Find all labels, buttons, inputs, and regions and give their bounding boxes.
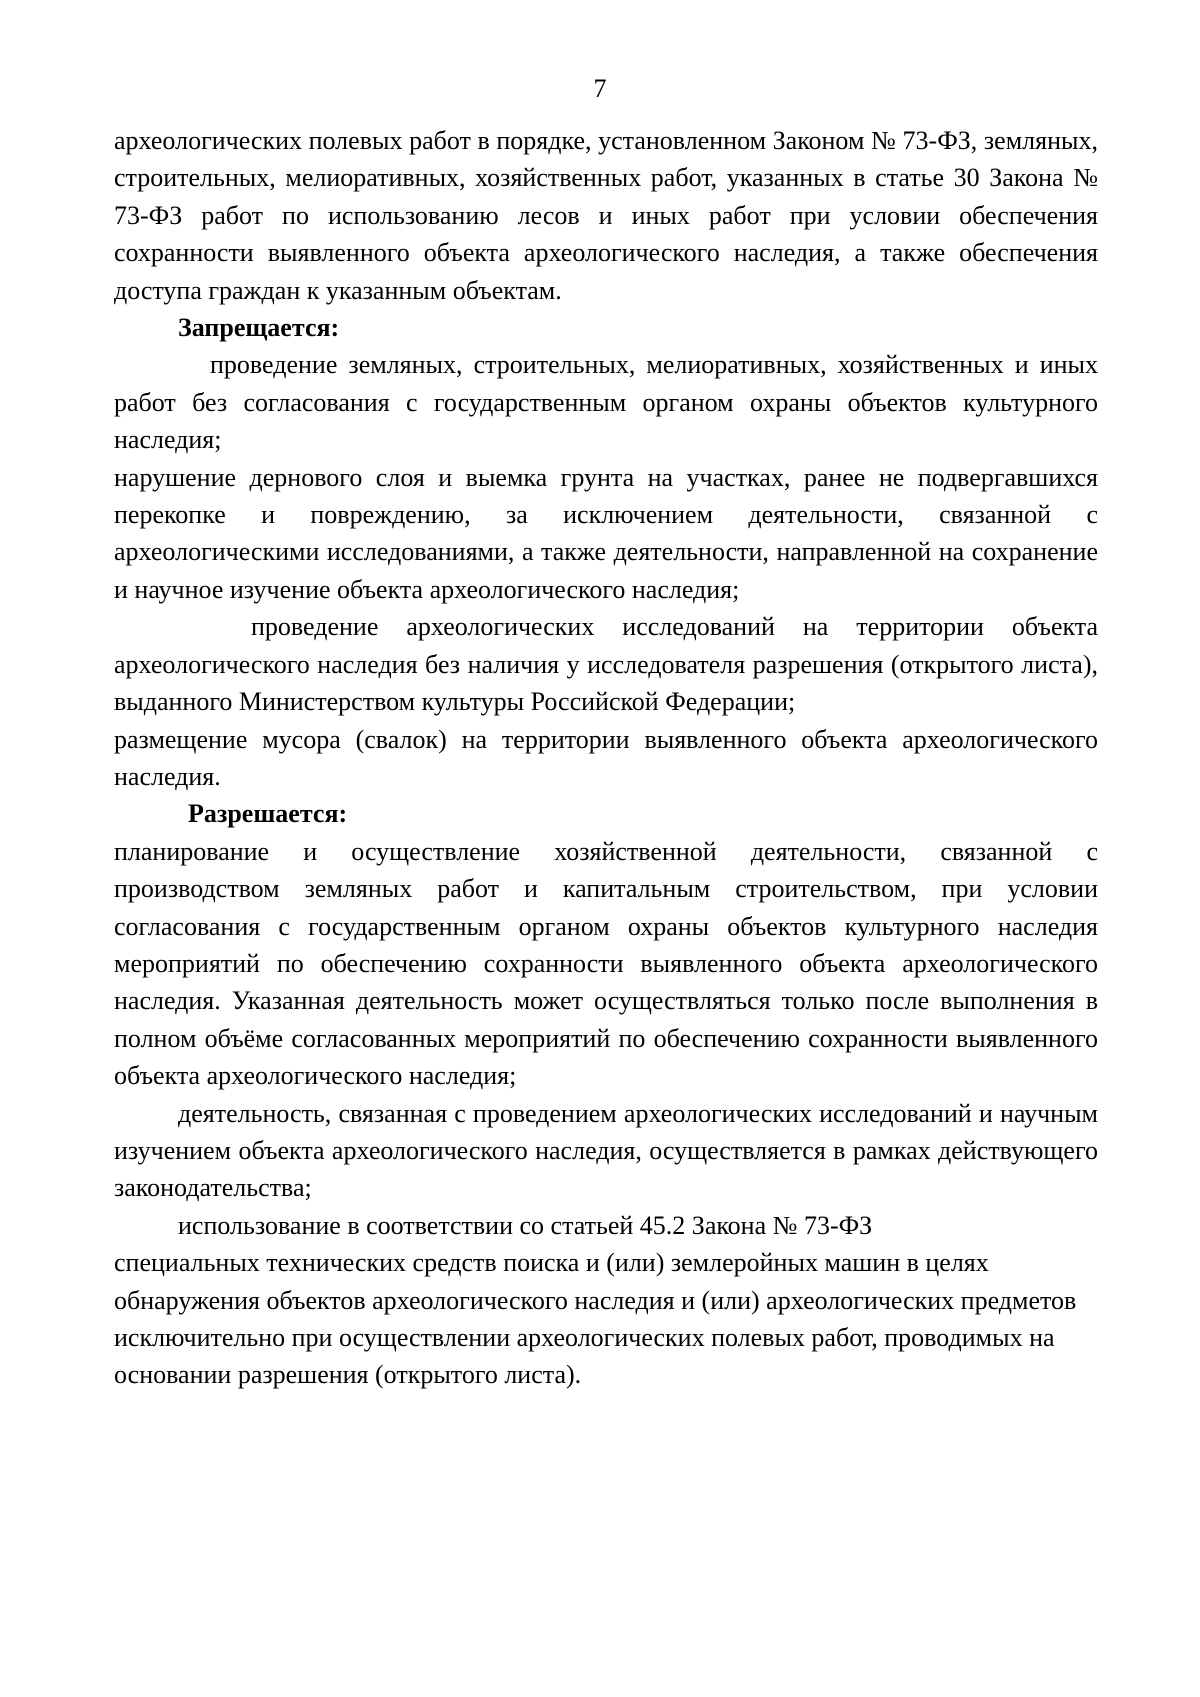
paragraph-allowed-3-first-line: использование в соответствии со статьей 45.2 Закона № 73-ФЗ	[178, 1210, 873, 1240]
paragraph-allowed-2: деятельность, связанная с проведением археологических исследований и научным изучением объекта археологического наследия, осуществляется в рамках действующего законодательства;	[114, 1098, 1098, 1203]
paragraph-continuation: археологических полевых работ в порядке, установленном Законом № 73-ФЗ, земляных, строительных, мелиоративных, хозяйственных работ, указанных в статье 30 Закона № 73-ФЗ работ по использованию лесов и иных работ при условии обеспечения сохранности выявленного объекта археологического наследия, а также обеспечения доступа граждан к указанным объектам.	[114, 126, 1098, 305]
paragraph-prohibited-3: проведение археологических исследований на территории объекта археологического наследия без наличия у исследователя разрешения (открытого листа), выданного Министерством культуры Российской Федерации;	[114, 612, 1098, 717]
paragraph-prohibited-1: проведение земляных, строительных, мелиоративных, хозяйственных и иных работ без согласования с государственным органом охраны объектов культурного наследия;	[114, 350, 1098, 455]
page-number: 7	[593, 74, 607, 103]
document-body	[114, 122, 1098, 1394]
paragraph-allowed-1: планирование и осуществление хозяйственной деятельности, связанной с производством земляных работ и капитальным строительством, при условии согласования с государственным органом охраны объектов культурного наследия мероприятий по обеспечению сохранности выявленного объекта археологического наследия. Указанная деятельность может осуществляться только после выполнения в полном объёме согласованных мероприятий по обеспечению сохранности выявленного объекта археологического наследия;	[114, 836, 1098, 1091]
paragraph-prohibited-4: размещение мусора (свалок) на территории выявленного объекта археологического наследия.	[114, 724, 1098, 791]
heading-prohibited: Запрещается:	[178, 313, 340, 343]
paragraph-allowed-3-rest: специальных технических средств поиска и (или) землеройных машин в целях обнаружения объектов археологического наследия и (или) археологических предметов исключительно при осуществлении археологических полевых работ, проводимых на основании разрешения (открытого листа).	[114, 1248, 1077, 1390]
heading-allowed: Разрешается:	[188, 799, 348, 829]
paragraph-prohibited-2: нарушение дернового слоя и выемка грунта на участках, ранее не подвергавшихся перекопке и повреждению, за исключением деятельности, связанной с археологическими исследованиями, а также деятельности, направленной на сохранение и научное изучение объекта археологического наследия;	[114, 462, 1098, 604]
